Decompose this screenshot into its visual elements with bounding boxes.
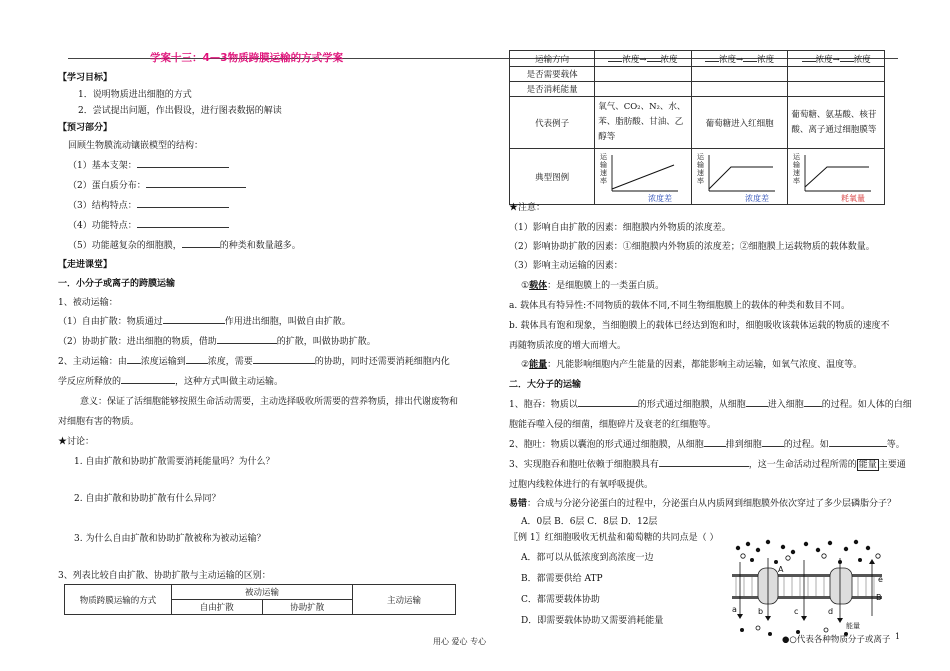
label-energy: 是否消耗能量 — [510, 82, 595, 97]
preview-header: 【预习部分】 — [58, 123, 113, 133]
example-option-a: A．都可以从低浓度到高浓度一边 — [521, 553, 654, 563]
meaning-line2: 对细胞有害的物质。 — [58, 417, 140, 427]
free-diffusion: （1）自由扩散：物质通过 作用进出细胞，叫做自由扩散。 — [58, 314, 351, 327]
y-label-char: 运 — [793, 152, 801, 161]
label-d: d — [828, 607, 834, 616]
label-direction: 运输方向 — [510, 51, 595, 67]
comparison-table — [64, 584, 456, 615]
x-axis-label: 耗氧量 — [841, 193, 866, 203]
direction-cell-3: 浓度→ 浓度 — [788, 51, 885, 67]
direction-cell-1: 浓度→ 浓度 — [595, 51, 692, 67]
rate-curve — [612, 165, 674, 189]
preview-item-2: （2）蛋白质分布： — [68, 178, 246, 191]
graph-free — [598, 151, 684, 203]
graph-facilitated-cell — [691, 149, 788, 205]
objectives-header: 【学习目标】 — [58, 73, 113, 83]
y-label-char: 率 — [793, 176, 801, 185]
tricky-options: A．0层 B．6层 C．8层 D．12层 — [521, 517, 658, 527]
label-graph: 典型图例 — [510, 149, 595, 205]
row-carrier — [510, 67, 885, 82]
note-energy: ②能量：凡能影响细胞内产生能量的因素，都能影响主动运输，如氧气浓度、温度等。 — [521, 360, 863, 370]
x-axis-label: 浓度差 — [744, 193, 769, 203]
objective-1: 1．说明物质进出细胞的方式 — [78, 90, 192, 100]
question-4: 3、列表比较自由扩散、协助扩散与主动运输的区别： — [58, 571, 271, 581]
example-active: 葡萄糖、氨基酸、核苷酸、离子通过细胞膜等 — [788, 97, 885, 149]
question-3: 3. 为什么自由扩散和协助扩散被称为被动运输？ — [74, 534, 266, 544]
label-examples: 代表例子 — [510, 97, 595, 149]
page-title: 学案十三：4—3物质跨膜运输的方式学案 — [150, 52, 344, 64]
classroom-header: 【走进课堂】 — [58, 260, 113, 270]
tricky-question: 易错：合成与分泌分泌蛋白的过程中，分泌蛋白从内质网到细胞膜外依次穿过了多少层磷脂分子？ — [509, 499, 897, 509]
preview-item-5: （5）功能越复杂的细胞膜， 的种类和数量越多。 — [68, 238, 301, 251]
section-2-title: 二．大分子的运输 — [509, 380, 582, 390]
question-2: 2. 自由扩散和协助扩散有什么异同？ — [74, 494, 221, 504]
objective-2: 2．尝试提出问题，作出假设，进行图表数据的解读 — [78, 106, 282, 116]
example-option-c: C．都需要载体协助 — [521, 595, 600, 605]
footer-text: 用心 爱心 专心 — [433, 637, 487, 646]
membrane-property-line1: 3、实现胞吞和胞吐依赖于细胞膜具有 ，这一生命活动过程所需的 能量 主要通 — [509, 457, 906, 470]
x-axis-label: 浓度差 — [648, 193, 673, 203]
note-2: （2）影响协助扩散的因素：①细胞膜内外物质的浓度差；②细胞膜上运载物质的载体数量。 — [509, 242, 875, 252]
notes-header: ★注意： — [509, 203, 546, 213]
active-transport-line2: 学反应所释放的 ，这种方式叫做主动运输。 — [58, 374, 283, 387]
label-energy: 能量 — [846, 622, 860, 630]
table-header-free: 自由扩散 — [172, 600, 263, 615]
y-label-char: 率 — [696, 176, 704, 185]
row-direction — [510, 51, 885, 67]
graph-active-cell — [788, 149, 885, 205]
label-A: A — [778, 565, 784, 574]
note-b-line2: 再随物质浓度的增大而增大。 — [509, 341, 627, 351]
table-header-facilitated: 协助扩散 — [262, 600, 353, 615]
page-number: 1 — [895, 632, 901, 641]
endocytosis-line1: 1、胞吞：物质以 的形式通过细胞膜，从细胞 进入细胞 的过程。如人体的白细 — [509, 397, 912, 410]
table-header-passive: 被动运输 — [172, 585, 353, 600]
example-option-d: D．即需要载体协助又需要消耗能量 — [521, 616, 664, 626]
preview-item-1: （1）基本支架： — [68, 158, 229, 171]
meaning-line1: 意义：保证了活细胞能够按照生命活动需要，主动选择吸收所需要的营养物质，排出代谢废物和 — [80, 397, 459, 407]
preview-intro: 回顾生物膜流动镶嵌模型的结构： — [68, 141, 204, 151]
table-header-method: 物质跨膜运输的方式 — [65, 585, 172, 615]
y-label-char: 输 — [793, 160, 801, 169]
y-label-char: 速 — [696, 168, 704, 177]
y-label-char: 运 — [696, 152, 704, 161]
active-transport-line1: 2、主动运输：由 浓度运输到 浓度，需要 的协助，同时还需要消耗细胞内化 — [58, 354, 450, 367]
rate-curve — [805, 167, 869, 187]
row-examples — [510, 97, 885, 149]
label-b: b — [758, 607, 764, 616]
discuss-header: ★讨论： — [58, 437, 95, 447]
note-a: a. 载体具有特异性:不同物质的载体不同,不同生物细胞膜上的载体的种类和数目不同。 — [509, 301, 850, 311]
row-energy — [510, 82, 885, 97]
graph-free-cell — [595, 149, 692, 205]
note-carrier: ①载体：是细胞膜上的一类蛋白质。 — [521, 281, 665, 291]
membrane-property-line2: 过胞内线粒体进行的有氧呼吸提供。 — [509, 480, 654, 490]
transport-table — [509, 50, 885, 205]
y-label-char: 运 — [600, 152, 608, 161]
y-label-char: 率 — [600, 176, 608, 185]
y-label-char: 输 — [600, 160, 608, 169]
graph-active — [791, 151, 877, 203]
example-free: 氧气、CO₂、N₂、水、苯、脂肪酸、甘油、乙醇等 — [595, 97, 692, 149]
label-c: c — [794, 607, 799, 616]
example-question: 〖例 1〗红细胞吸收无机盐和葡萄糖的共同点是（ ） — [509, 533, 719, 543]
note-1: （1）影响自由扩散的因素：细胞膜内外物质的浓度差。 — [509, 223, 731, 233]
preview-item-3: （3）结构特点： — [68, 198, 229, 211]
y-label-char: 速 — [600, 168, 608, 177]
passive-title: 1、被动运输： — [58, 298, 118, 308]
y-label-char: 速 — [793, 168, 801, 177]
section-1-title: 一．小分子或离子的跨膜运输 — [58, 279, 176, 289]
preview-item-4: （4）功能特点： — [68, 218, 229, 231]
label-a: a — [732, 605, 737, 614]
endocytosis-line2: 胞能吞噬入侵的细菌，细胞碎片及衰老的红细胞等。 — [509, 420, 717, 430]
example-facilitated: 葡萄糖进入红细胞 — [691, 97, 788, 149]
label-e: e — [878, 575, 883, 584]
example-option-b: B．都需要供给 ATP — [521, 574, 603, 584]
y-label-char: 输 — [696, 160, 704, 169]
graph-facilitated — [695, 151, 781, 203]
direction-cell-2: 浓度→ 浓度 — [691, 51, 788, 67]
figure-caption: ●○代表各种物质分子或离子 — [782, 635, 891, 645]
row-graphs — [510, 149, 885, 205]
rate-curve — [709, 167, 773, 189]
facilitated-diffusion: （2）协助扩散：进出细胞的物质，借助 的扩散，叫做协助扩散。 — [58, 334, 376, 347]
label-carrier: 是否需要载体 — [510, 67, 595, 82]
exocytosis-line: 2、胞吐：物质以囊泡的形式通过细胞膜，从细胞 排到细胞 的过程。如 等。 — [509, 437, 905, 450]
label-B: B — [876, 593, 882, 602]
note-3: （3）影响主动运输的因素： — [509, 261, 623, 271]
note-b-line1: b. 载体具有饱和现象，当细胞膜上的载体已经达到饱和时，细胞吸收该载体运载的物质的速度不 — [509, 321, 890, 331]
table-header-active: 主动运输 — [353, 585, 456, 615]
question-1: 1. 自由扩散和协助扩散需要消耗能量吗？为什么？ — [74, 457, 275, 467]
